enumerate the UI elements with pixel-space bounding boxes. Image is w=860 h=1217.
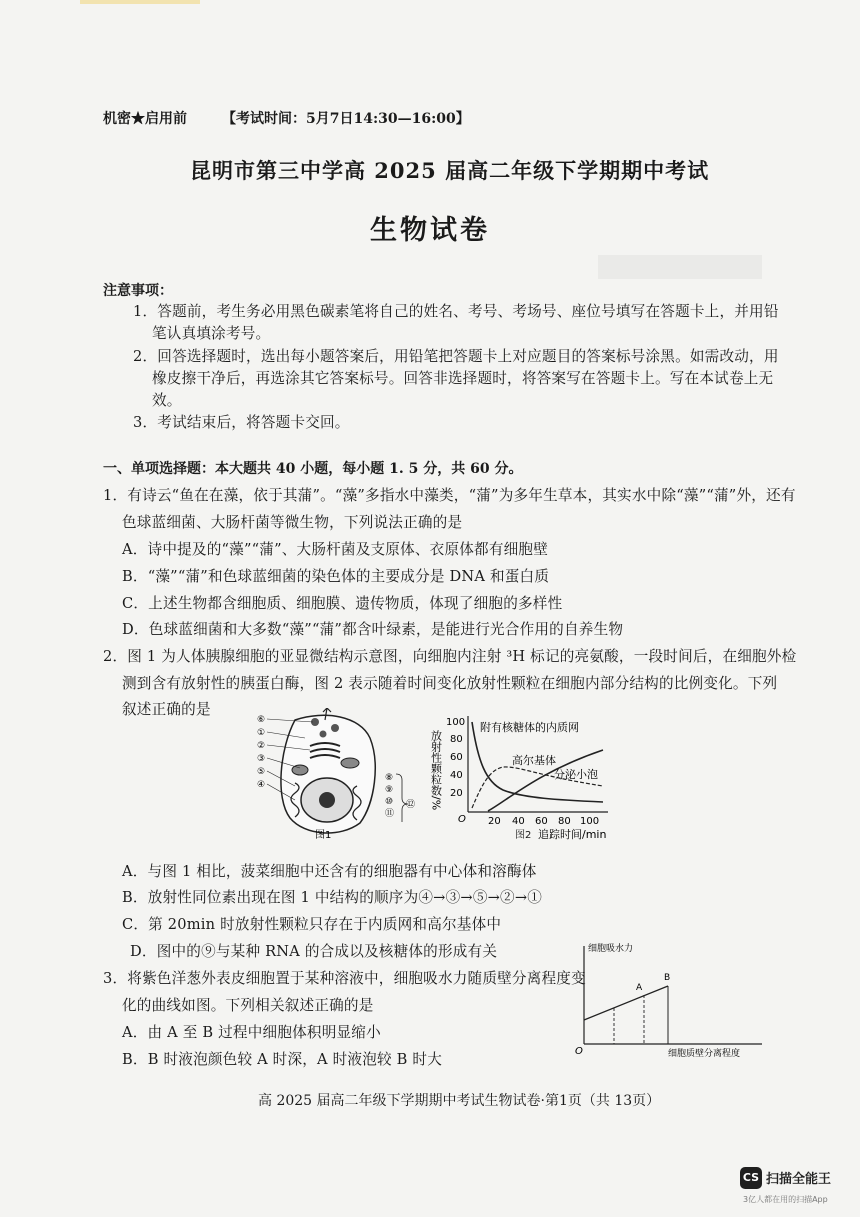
answer-option: A．由 A 至 B 过程中细胞体积明显缩小 (122, 1024, 381, 1041)
fig2-xtick: 40 (512, 816, 525, 827)
exam-time: 【考试时间：5月7日14:30—16:00】 (222, 111, 470, 127)
q3-point-a: A (636, 983, 643, 993)
camscanner-logo-icon: CS (740, 1167, 762, 1189)
question-stem: 1．有诗云“鱼在在藻，依于其蒲”。“藻”多指水中藻类，“蒲”为多年生草本，其实水中除“藻”“蒲”外，还有 (103, 487, 796, 504)
answer-option: B．B 时液泡颜色较 A 时深，A 时液泡较 B 时大 (122, 1051, 442, 1068)
q3-xlabel: 细胞质壁分离程度 (668, 1049, 741, 1059)
radioactivity-chart (428, 712, 618, 842)
answer-option: C．第 20min 时放射性颗粒只存在于内质网和高尔基体中 (122, 916, 502, 933)
subject-title: 生物试卷 (370, 215, 490, 246)
absorption-line (584, 986, 668, 1020)
fig1-label: ⑥ (257, 715, 266, 725)
fig2-ytick: 80 (450, 734, 463, 745)
fig2-ylabel: 放射性颗粒数/% (429, 730, 443, 811)
fig1-label: ② (257, 741, 266, 751)
fig1-label: ⑨ (385, 785, 394, 795)
answer-option: C．上述生物都含细胞质、细胞膜、遗传物质，体现了细胞的多样性 (122, 595, 563, 612)
fig2-series-label: 分泌小泡 (554, 768, 598, 781)
notes-heading: 注意事项： (103, 283, 173, 299)
confidential-label: 机密★启用前 (103, 111, 187, 127)
fig1-label: ① (257, 728, 266, 738)
question-stem: 色球蓝细菌、大肠杆菌等微生物，下列说法正确的是 (122, 514, 463, 531)
fig1-label: ④ (257, 780, 266, 790)
q3-point-b: B (664, 973, 671, 983)
fig2-xtick: 60 (535, 816, 548, 827)
scan-edge-mark (80, 0, 200, 4)
fig2-xtick: 100 (580, 816, 600, 827)
question-stem: 叙述正确的是 (122, 701, 211, 718)
fig2-origin: O (458, 814, 466, 825)
fig2-xtick: 80 (558, 816, 571, 827)
fig2-xlabel: 追踪时间/min (538, 828, 607, 841)
scan-artifact (598, 255, 762, 279)
question-stem: 化的曲线如图。下列相关叙述正确的是 (122, 997, 374, 1014)
cell-diagram-figure (255, 708, 420, 843)
note-line: 2．回答选择题时，选出每小题答案后，用铅笔把答题卡上对应题目的答案标号涂黑。如需改动，用 (133, 348, 779, 365)
fig1-label: ⑪ (385, 809, 395, 819)
note-line: 3．考试结束后，将答题卡交回。 (133, 414, 350, 431)
answer-option: A．诗中提及的“藻”“蒲”、大肠杆菌及支原体、衣原体都有细胞壁 (122, 541, 549, 558)
section-heading: 一、单项选择题：本大题共 40 小题，每小题 1. 5 分，共 60 分。 (103, 461, 523, 477)
answer-option: B．放射性同位素出现在图 1 中结构的顺序为④→③→⑤→②→① (122, 889, 543, 906)
question-stem: 测到含有放射性的胰蛋白酶，图 2 表示随着时间变化放射性颗粒在细胞内部分结构的比例变化。下列 (122, 675, 778, 692)
answer-option: B．“藻”“蒲”和色球蓝细菌的染色体的主要成分是 DNA 和蛋白质 (122, 568, 550, 585)
fig1-label: ③ (257, 754, 266, 764)
q3-ylabel: 细胞吸水力 (588, 944, 634, 954)
watermark-brand: 扫描全能王 (766, 1172, 832, 1187)
answer-option: D．色球蓝细菌和大多数“藻”“蒲”都含叶绿素，是能进行光合作用的自养生物 (122, 621, 624, 638)
note-line: 效。 (152, 392, 182, 409)
fig2-series-label: 高尔基体 (512, 754, 556, 767)
note-line: 1．答题前，考生务必用黑色碳素笔将自己的姓名、考号、考场号、座位号填写在答题卡上，并用铅 (133, 303, 779, 320)
fig2-ytick: 100 (446, 717, 466, 728)
fig1-label: ⑧ (385, 773, 394, 783)
fig1-label: ⑫ (406, 800, 416, 810)
note-line: 橡皮擦干净后，再选涂其它答案标号。回答非选择题时，将答案写在答题卡上。写在本试卷上无 (152, 370, 774, 387)
fig2-ytick: 40 (450, 770, 463, 781)
fig2-ytick: 60 (450, 752, 463, 763)
fig1-caption: 图1 (315, 830, 332, 841)
answer-option: A．与图 1 相比，菠菜细胞中还含有的细胞器有中心体和溶酶体 (122, 863, 537, 880)
note-line: 笔认真填涂考号。 (152, 325, 271, 342)
fig1-label: ⑩ (385, 797, 394, 807)
water-absorption-graph (572, 940, 768, 1060)
question-stem: 3．将紫色洋葱外表皮细胞置于某种溶液中，细胞吸水力随质壁分离程度变 (103, 970, 586, 987)
fig2-ytick: 20 (450, 788, 463, 799)
fig2-caption: 图2 (515, 830, 532, 841)
answer-option: D．图中的⑨与某种 RNA 的合成以及核糖体的形成有关 (130, 943, 498, 960)
fig2-xtick: 20 (488, 816, 501, 827)
fig2-series-label: 附有核糖体的内质网 (480, 721, 579, 734)
question-stem: 2．图 1 为人体胰腺细胞的亚显微结构示意图，向细胞内注射 ³H 标记的亮氨酸，一段时间后，在细胞外检 (103, 648, 797, 665)
q3-origin: O (575, 1046, 583, 1057)
fig1-label: ⑤ (257, 767, 266, 777)
page-footer: 高 2025 届高二年级下学期期中考试生物试卷·第1页（共 13页） (258, 1093, 661, 1109)
watermark-tagline: 3亿人都在用的扫描App (743, 1195, 828, 1204)
exam-title: 昆明市第三中学高 2025 届高二年级下学期期中考试 (190, 158, 710, 183)
